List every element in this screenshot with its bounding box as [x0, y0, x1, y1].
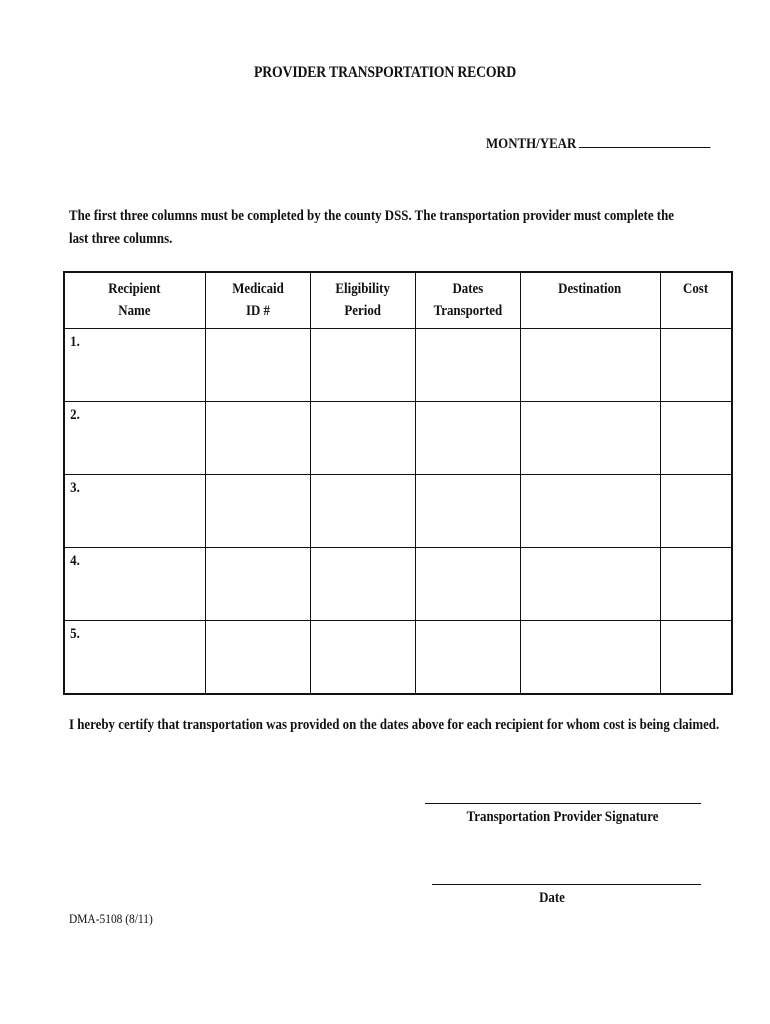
signature-label: Transportation Provider Signature — [467, 809, 659, 825]
cell-destination[interactable] — [520, 621, 660, 695]
table-row — [64, 621, 732, 695]
table-row — [64, 329, 732, 402]
cell-recipient-name[interactable] — [64, 548, 205, 621]
row-number: 1. — [70, 334, 80, 350]
table-row — [64, 402, 732, 475]
column-header-medicaid-id: Medicaid ID # — [205, 272, 310, 329]
cell-destination[interactable] — [520, 475, 660, 548]
cell-eligibility-period[interactable] — [310, 475, 415, 548]
cell-medicaid-id[interactable] — [205, 548, 310, 621]
month-year-blank-line[interactable] — [579, 137, 711, 148]
cell-recipient-name[interactable] — [64, 402, 205, 475]
date-line[interactable] — [432, 884, 701, 885]
cell-destination[interactable] — [520, 548, 660, 621]
row-number: 4. — [70, 553, 80, 569]
cell-dates-transported[interactable] — [415, 329, 520, 402]
cell-eligibility-period[interactable] — [310, 621, 415, 695]
cell-recipient-name[interactable] — [64, 475, 205, 548]
column-header-eligibility-period: Eligibility Period — [310, 272, 415, 329]
transportation-record-table — [63, 271, 733, 695]
cell-recipient-name[interactable] — [64, 621, 205, 695]
column-header-cost: Cost — [660, 272, 732, 329]
form-code: DMA-5108 (8/11) — [69, 911, 153, 926]
cell-dates-transported[interactable] — [415, 475, 520, 548]
certification-statement: I hereby certify that transportation was provided on the dates above for each recipient for whom cost is being claimed. — [69, 717, 720, 733]
row-number: 2. — [70, 407, 80, 423]
cell-cost[interactable] — [660, 621, 732, 695]
table-row — [64, 475, 732, 548]
table-header-row — [64, 272, 732, 329]
row-number: 5. — [70, 626, 80, 642]
date-label: Date — [539, 890, 565, 906]
instructions-text: The first three columns must be completed by the county DSS. The transportation provider must complete the last three columns. — [69, 208, 674, 247]
cell-medicaid-id[interactable] — [205, 402, 310, 475]
signature-line[interactable] — [425, 803, 701, 804]
cell-dates-transported[interactable] — [415, 548, 520, 621]
column-header-dates-transported: Dates Transported — [415, 272, 520, 329]
page-title: PROVIDER TRANSPORTATION RECORD — [254, 64, 516, 81]
column-header-destination: Destination — [520, 272, 660, 329]
cell-destination[interactable] — [520, 402, 660, 475]
cell-cost[interactable] — [660, 402, 732, 475]
cell-medicaid-id[interactable] — [205, 621, 310, 695]
cell-eligibility-period[interactable] — [310, 329, 415, 402]
cell-dates-transported[interactable] — [415, 402, 520, 475]
month-year-label: MONTH/YEAR — [486, 136, 577, 152]
cell-cost[interactable] — [660, 329, 732, 402]
cell-cost[interactable] — [660, 548, 732, 621]
cell-eligibility-period[interactable] — [310, 402, 415, 475]
cell-eligibility-period[interactable] — [310, 548, 415, 621]
column-header-recipient-name: Recipient Name — [64, 272, 205, 329]
table-row — [64, 548, 732, 621]
cell-recipient-name[interactable] — [64, 329, 205, 402]
cell-dates-transported[interactable] — [415, 621, 520, 695]
month-year-field[interactable] — [486, 136, 710, 153]
cell-cost[interactable] — [660, 475, 732, 548]
cell-medicaid-id[interactable] — [205, 329, 310, 402]
row-number: 3. — [70, 480, 80, 496]
cell-medicaid-id[interactable] — [205, 475, 310, 548]
cell-destination[interactable] — [520, 329, 660, 402]
